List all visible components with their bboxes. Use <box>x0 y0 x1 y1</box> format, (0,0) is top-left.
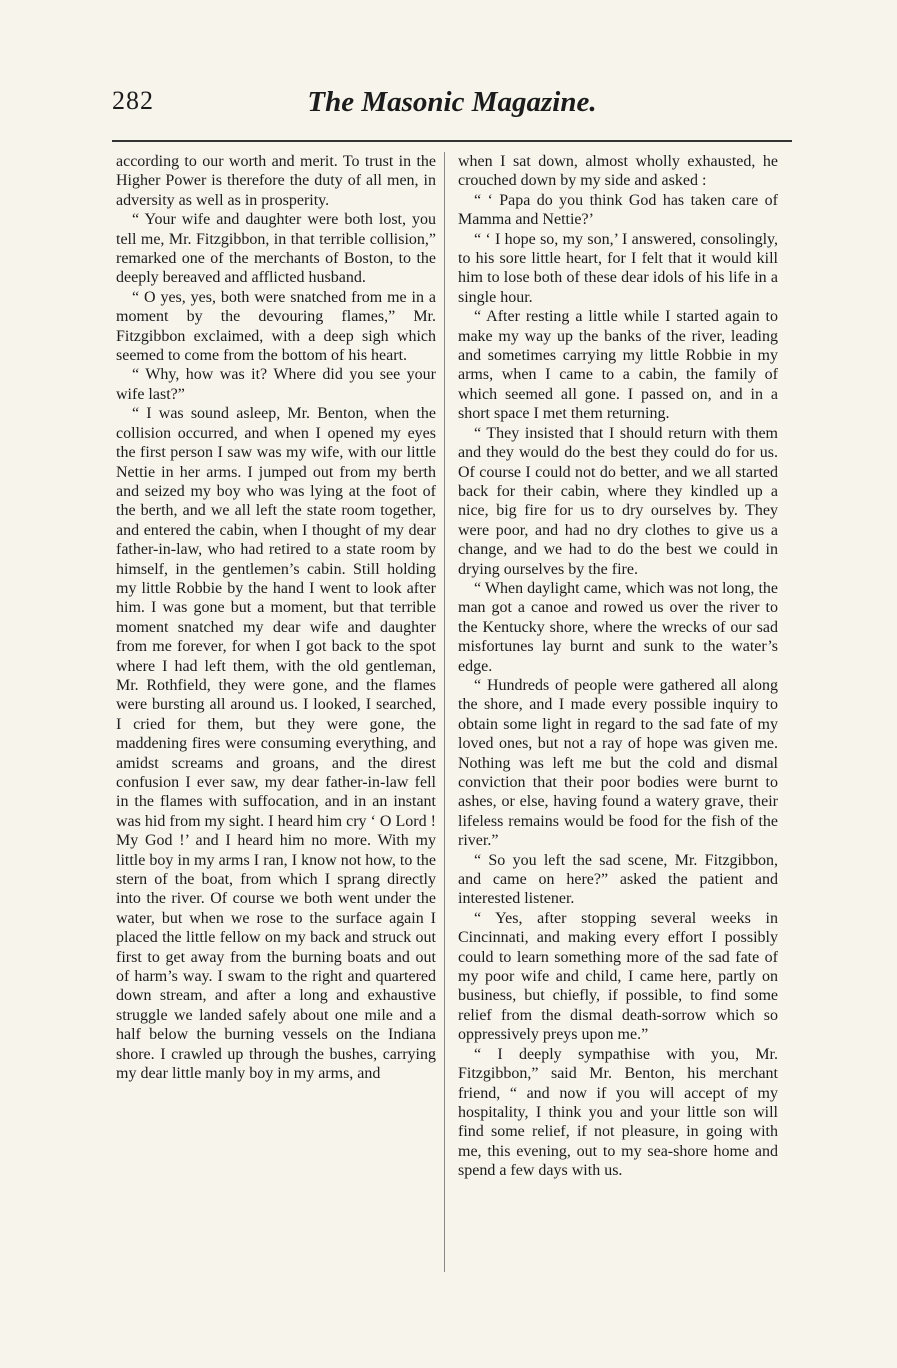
paragraph: when I sat down, almost wholly exhausted, he crouched down by my side and asked : <box>458 153 778 190</box>
header-rule <box>112 140 792 142</box>
paragraph: “ They insisted that I should return with them and they would do the best they could do for us. Of course I could not do better, and we all started back for their cabin, where they kindled up a nice, big fire for us to dry ourselves by. They were poor, and had no dry clothes to give us a change, and we had to do the best we could in drying ourselves by the fire. <box>458 424 778 578</box>
paragraph: “ I deeply sympathise with you, Mr. Fitzgibbon,” said Mr. Benton, his merchant friend, “ and now if you will accept of my hospitality, I think you and your little son will find some relief, if not pleasure, in going with me, this evening, out to my sea-shore home and spend a few days with us. <box>458 1045 778 1180</box>
paragraph: according to our worth and merit. To trust in the Higher Power is therefore the duty of all men, in adversity as well as in prosperity. <box>116 153 436 209</box>
paragraph: “ When daylight came, which was not long, the man got a canoe and rowed us over the river to the Kentucky shore, where the wrecks of our sad misfortunes lay burnt and sunk to the water’s edge. <box>458 579 778 675</box>
paragraph: “ After resting a little while I started again to make my way up the banks of the river, leading and sometimes carrying my little Robbie in my arms, when I came to a cabin, the family of which seemed all gone. I passed on, and in a short space I met them returning. <box>458 308 778 423</box>
paragraph: “ Yes, after stopping several weeks in Cincinnati, and making every effort I possibly could to learn something more of the sad fate of my poor wife and child, I came here, partly on business, but chiefly, if possible, to find some relief from the dismal death-sorrow which so oppressively preys upon me.” <box>458 909 778 1044</box>
page-header <box>112 86 792 126</box>
paragraph: “ ‘ I hope so, my son,’ I answered, consolingly, to his sore little heart, for I felt that it would kill him to lose both of these dear idols of his life in a single hour. <box>458 230 778 306</box>
right-column <box>458 152 778 1181</box>
left-column <box>116 152 436 1084</box>
paragraph: “ So you left the sad scene, Mr. Fitzgibbon, and came on here?” asked the patient and interested listener. <box>458 851 778 908</box>
paragraph: “ Why, how was it? Where did you see your wife last?” <box>116 366 436 403</box>
paragraph: “ I was sound asleep, Mr. Benton, when the collision occurred, and when I opened my eyes the first person I saw was my wife, with our little Nettie in her arms. I jumped out from my berth and seized my boy who was lying at the foot of the berth, and we all left the state room together, and entered the cabin, when I thought of my dear father-in-law, who had retired to a state room by himself, in the gentlemen’s cabin. Still holding my little Robbie by the hand I went to look after him. I was gone but a moment, but that terrible moment snatched my dear wife and daughter from me forever, for when I got back to the spot where I had left them, with the old gentleman, Mr. Rothfield, they were gone, and the flames were bursting all around us. I looked, I searched, I cried for them, but they were gone, the maddening fires were consuming everything, and amidst screams and groans, and the direst confusion I ever saw, my dear father-in-law fell in the flames with suffocation, and in an instant was hid from my sight. I heard him cry ‘ O Lord ! My God !’ and I heard him no more. With my little boy in my arms I ran, I know not how, to the stern of the boat, from which I sprang directly into the river. Of course we both went under the water, but when we rose to the surface again I placed the little fellow on my back and struck out first to get away from the burning boats and out of harm’s way. I swam to the right and quartered down stream, and after a long and exhaustive struggle we landed safely about one mile and a half below the burning vessels on the Indiana shore. I crawled up through the bushes, carrying my dear little manly boy in my arms, and <box>116 405 436 1083</box>
paragraph: “ ‘ Papa do you think God has taken care of Mamma and Nettie?’ <box>458 191 778 229</box>
paragraph: “ Hundreds of people were gathered all along the shore, and I made every possible inquiry to obtain some light in regard to the sad fate of my loved ones, but not a ray of hope was given me. Nothing was left me but the cold and dismal conviction that their poor bodies were burnt to ashes, or else, having found a watery grave, their lifeless remains would be food for the fish of the river.” <box>458 676 778 850</box>
column-divider <box>444 152 445 1272</box>
magazine-title: The Masonic Magazine. <box>307 86 597 118</box>
paragraph: “ Your wife and daughter were both lost, you tell me, Mr. Fitzgibbon, in that terrible collision,” remarked one of the merchants of Boston, to the deeply bereaved and afflicted husband. <box>116 211 436 287</box>
page-number: 282 <box>112 86 154 115</box>
paragraph: “ O yes, yes, both were snatched from me in a moment by the devouring flames,” Mr. Fitzgibbon exclaimed, with a deep sigh which seemed to come from the bottom of his heart. <box>116 288 436 365</box>
